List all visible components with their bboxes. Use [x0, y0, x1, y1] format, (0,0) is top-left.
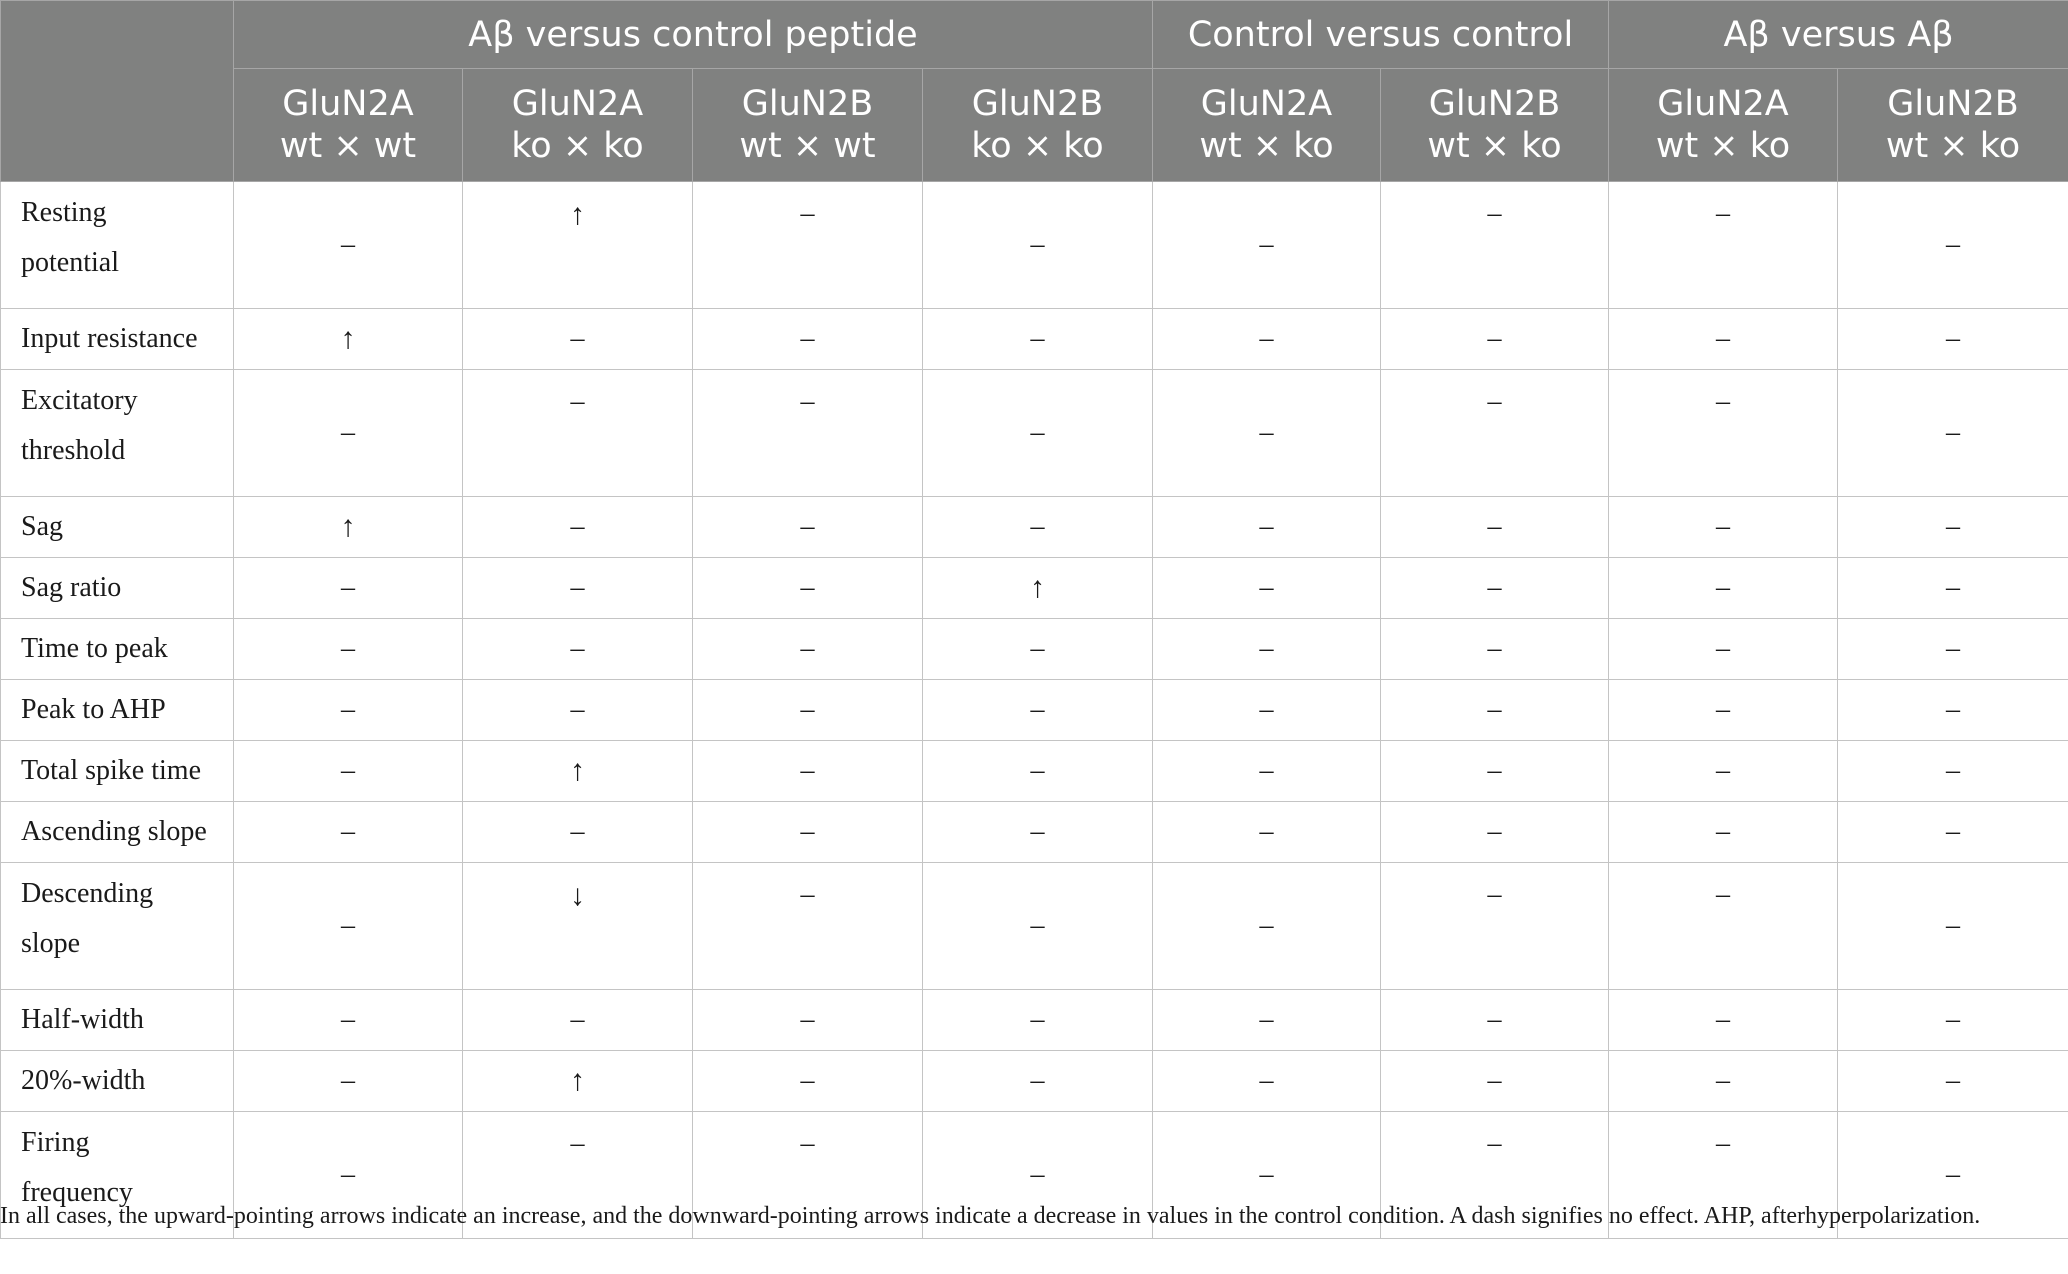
no-effect-dash: – — [1946, 323, 1961, 354]
no-effect-dash: – — [1487, 694, 1502, 725]
column-header-receptor: GluN2A — [1657, 84, 1789, 124]
effect-cell — [1609, 497, 1838, 558]
no-effect-dash: – — [570, 816, 585, 847]
no-effect-dash: – — [1030, 633, 1045, 664]
effect-cell — [1838, 1051, 2068, 1112]
effect-cell — [463, 309, 693, 370]
effect-cell — [234, 619, 463, 680]
table-row — [1, 370, 2068, 497]
group-header-control-vs-control: Control versus control — [1153, 1, 1609, 69]
table-row — [1, 182, 2068, 309]
effect-cell — [234, 863, 463, 990]
table-row — [1, 497, 2068, 558]
effect-cell — [1153, 802, 1381, 863]
no-effect-dash: – — [1716, 633, 1731, 664]
effect-cell — [1838, 370, 2068, 497]
no-effect-dash: – — [1716, 386, 1731, 417]
effect-cell — [234, 558, 463, 619]
effect-cell — [923, 497, 1153, 558]
effect-cell — [1381, 680, 1609, 741]
no-effect-dash: – — [570, 694, 585, 725]
no-effect-dash: – — [800, 198, 815, 229]
no-effect-dash: – — [1030, 323, 1045, 354]
no-effect-dash: – — [1259, 323, 1274, 354]
effect-cell — [1153, 558, 1381, 619]
row-label: Peak to AHP — [1, 680, 234, 741]
no-effect-dash: – — [1487, 1004, 1502, 1035]
no-effect-dash: – — [1259, 633, 1274, 664]
effect-cell — [1153, 182, 1381, 309]
table-row — [1, 309, 2068, 370]
no-effect-dash: – — [341, 1159, 355, 1190]
effect-cell — [1838, 182, 2068, 309]
effect-cell — [1609, 990, 1838, 1051]
no-effect-dash: – — [570, 1004, 585, 1035]
no-effect-dash: – — [1030, 755, 1045, 786]
no-effect-dash: – — [1946, 910, 1961, 941]
no-effect-dash: – — [1716, 694, 1731, 725]
effect-cell — [1153, 619, 1381, 680]
effect-cell — [1609, 309, 1838, 370]
table-row — [1, 680, 2068, 741]
no-effect-dash: – — [1487, 198, 1502, 229]
effect-cell — [1838, 802, 2068, 863]
row-label: Ascending slope — [1, 802, 234, 863]
no-effect-dash: – — [1259, 417, 1274, 448]
no-effect-dash: – — [1716, 1128, 1731, 1159]
column-header-receptor: GluN2B — [971, 84, 1104, 124]
no-effect-dash: – — [570, 1128, 585, 1159]
effect-cell — [234, 182, 463, 309]
effect-cell — [1153, 741, 1381, 802]
column-header-genotype: wt × ko — [1885, 126, 2021, 166]
no-effect-dash: – — [1946, 572, 1961, 603]
effect-cell — [923, 309, 1153, 370]
effect-cell — [1609, 558, 1838, 619]
effect-cell — [463, 370, 693, 497]
effect-cell — [923, 863, 1153, 990]
effect-cell — [1381, 990, 1609, 1051]
effect-cell — [923, 370, 1153, 497]
no-effect-dash: – — [1946, 633, 1961, 664]
effect-cell — [693, 558, 923, 619]
column-header-row — [1, 69, 2068, 182]
no-effect-dash: – — [1946, 1004, 1961, 1035]
column-header-genotype: ko × ko — [971, 126, 1104, 166]
corner-header-cell — [1, 1, 234, 182]
no-effect-dash: – — [1259, 816, 1274, 847]
no-effect-dash: – — [1716, 755, 1731, 786]
table-header — [1, 1, 2068, 182]
no-effect-dash: – — [1259, 511, 1274, 542]
effect-cell — [1381, 182, 1609, 309]
no-effect-dash: – — [341, 910, 355, 941]
no-effect-dash: – — [1259, 229, 1274, 260]
column-header — [463, 69, 693, 182]
column-header-genotype: wt × wt — [739, 126, 876, 166]
table-row — [1, 741, 2068, 802]
effect-cell — [234, 1051, 463, 1112]
effect-cell — [1609, 741, 1838, 802]
effect-cell — [463, 619, 693, 680]
column-header — [1153, 69, 1381, 182]
effect-cell — [693, 680, 923, 741]
effect-cell — [234, 497, 463, 558]
table-row — [1, 1051, 2068, 1112]
increase-arrow-icon: ↑ — [1030, 571, 1045, 604]
effect-cell — [234, 802, 463, 863]
no-effect-dash: – — [341, 633, 355, 664]
no-effect-dash: – — [1946, 755, 1961, 786]
effect-cell — [693, 370, 923, 497]
no-effect-dash: – — [800, 694, 815, 725]
no-effect-dash: – — [1716, 511, 1731, 542]
column-header-receptor: GluN2B — [1428, 84, 1561, 124]
no-effect-dash: – — [800, 386, 815, 417]
effect-cell — [463, 863, 693, 990]
effect-cell — [923, 802, 1153, 863]
increase-arrow-icon: ↑ — [340, 510, 356, 543]
effect-cell — [1838, 990, 2068, 1051]
no-effect-dash: – — [800, 572, 815, 603]
no-effect-dash: – — [800, 755, 815, 786]
no-effect-dash: – — [1487, 1065, 1502, 1096]
effect-cell — [1838, 680, 2068, 741]
no-effect-dash: – — [341, 755, 355, 786]
no-effect-dash: – — [1946, 1159, 1961, 1190]
group-header-row — [1, 1, 2068, 69]
no-effect-dash: – — [800, 1004, 815, 1035]
effect-cell — [1381, 802, 1609, 863]
effect-cell — [1609, 182, 1838, 309]
no-effect-dash: – — [800, 816, 815, 847]
no-effect-dash: – — [1487, 755, 1502, 786]
effect-cell — [1838, 619, 2068, 680]
effect-cell — [1153, 1051, 1381, 1112]
no-effect-dash: – — [800, 1065, 815, 1096]
effect-cell — [1381, 863, 1609, 990]
increase-arrow-icon: ↑ — [570, 754, 585, 787]
no-effect-dash: – — [570, 386, 585, 417]
no-effect-dash: – — [1946, 417, 1961, 448]
effect-cell — [693, 990, 923, 1051]
no-effect-dash: – — [800, 511, 815, 542]
column-header-genotype: wt × ko — [1655, 126, 1791, 166]
column-header-genotype: wt × ko — [1199, 126, 1334, 166]
effect-cell — [693, 497, 923, 558]
table-row — [1, 863, 2068, 990]
no-effect-dash: – — [1259, 910, 1274, 941]
effect-cell — [923, 990, 1153, 1051]
column-header — [923, 69, 1153, 182]
effect-cell — [693, 309, 923, 370]
effect-cell — [1381, 309, 1609, 370]
no-effect-dash: – — [1259, 1159, 1274, 1190]
effect-cell — [923, 1051, 1153, 1112]
effect-cell — [923, 558, 1153, 619]
effect-cell — [463, 802, 693, 863]
no-effect-dash: – — [1487, 323, 1502, 354]
no-effect-dash: – — [341, 1065, 355, 1096]
increase-arrow-icon: ↑ — [340, 322, 356, 355]
column-header-receptor: GluN2A — [1200, 84, 1333, 124]
no-effect-dash: – — [1487, 879, 1502, 910]
effect-cell — [923, 619, 1153, 680]
row-label: Sag — [1, 497, 234, 558]
effect-cell — [234, 680, 463, 741]
column-header — [1609, 69, 1838, 182]
no-effect-dash: – — [1259, 755, 1274, 786]
no-effect-dash: – — [1030, 816, 1045, 847]
increase-arrow-icon: ↑ — [570, 1064, 585, 1097]
no-effect-dash: – — [1259, 572, 1274, 603]
no-effect-dash: – — [1259, 1004, 1274, 1035]
effect-cell — [234, 370, 463, 497]
effect-cell — [463, 680, 693, 741]
effect-cell — [1153, 309, 1381, 370]
no-effect-dash: – — [570, 323, 585, 354]
effect-cell — [463, 741, 693, 802]
no-effect-dash: – — [1946, 229, 1961, 260]
no-effect-dash: – — [1487, 386, 1502, 417]
effect-cell — [463, 1051, 693, 1112]
no-effect-dash: – — [1716, 816, 1731, 847]
row-label: 20%-width — [1, 1051, 234, 1112]
effect-cell — [923, 741, 1153, 802]
no-effect-dash: – — [1716, 572, 1731, 603]
row-label: Resting potential — [1, 182, 234, 309]
column-header-genotype: wt × ko — [1427, 126, 1562, 166]
row-label: Sag ratio — [1, 558, 234, 619]
no-effect-dash: – — [570, 511, 585, 542]
no-effect-dash: – — [341, 417, 355, 448]
effect-cell — [1838, 741, 2068, 802]
effect-cell — [923, 680, 1153, 741]
no-effect-dash: – — [1946, 816, 1961, 847]
row-label: Time to peak — [1, 619, 234, 680]
no-effect-dash: – — [1716, 198, 1731, 229]
no-effect-dash: – — [570, 572, 585, 603]
row-label: Excitatory threshold — [1, 370, 234, 497]
no-effect-dash: – — [1030, 417, 1045, 448]
no-effect-dash: – — [1716, 1065, 1731, 1096]
no-effect-dash: – — [1030, 1004, 1045, 1035]
no-effect-dash: – — [1030, 229, 1045, 260]
no-effect-dash: – — [1030, 1065, 1045, 1096]
effect-cell — [463, 990, 693, 1051]
group-header-abeta-vs-control: Aβ versus control peptide — [234, 1, 1153, 69]
no-effect-dash: – — [341, 694, 355, 725]
column-header — [234, 69, 463, 182]
effect-cell — [1381, 370, 1609, 497]
no-effect-dash: – — [1487, 816, 1502, 847]
no-effect-dash: – — [341, 1004, 355, 1035]
effect-cell — [463, 558, 693, 619]
effect-cell — [1381, 1051, 1609, 1112]
no-effect-dash: – — [1946, 694, 1961, 725]
table-body — [1, 182, 2068, 1239]
effect-cell — [1153, 863, 1381, 990]
row-label: Input resistance — [1, 309, 234, 370]
effect-cell — [1153, 990, 1381, 1051]
no-effect-dash: – — [1030, 694, 1045, 725]
table-row — [1, 990, 2068, 1051]
column-header — [693, 69, 923, 182]
no-effect-dash: – — [1487, 1128, 1502, 1159]
effect-cell — [1381, 619, 1609, 680]
effect-cell — [1838, 309, 2068, 370]
no-effect-dash: – — [1716, 1004, 1731, 1035]
increase-arrow-icon: ↑ — [570, 198, 585, 231]
effect-cell — [693, 1051, 923, 1112]
no-effect-dash: – — [1030, 1159, 1045, 1190]
no-effect-dash: – — [1716, 323, 1731, 354]
no-effect-dash: – — [1030, 511, 1045, 542]
no-effect-dash: – — [1716, 879, 1731, 910]
table-row — [1, 802, 2068, 863]
effect-cell — [1838, 558, 2068, 619]
row-label: Firing frequency — [1, 1112, 234, 1239]
effect-cell — [1153, 370, 1381, 497]
effect-cell — [1153, 680, 1381, 741]
column-header-receptor: GluN2B — [741, 84, 874, 124]
effect-cell — [463, 497, 693, 558]
effect-cell — [234, 990, 463, 1051]
column-header-receptor: GluN2B — [1887, 84, 2019, 124]
no-effect-dash: – — [1487, 633, 1502, 664]
row-label: Total spike time — [1, 741, 234, 802]
table-row — [1, 558, 2068, 619]
effect-cell — [1609, 680, 1838, 741]
no-effect-dash: – — [800, 879, 815, 910]
no-effect-dash: – — [1946, 1065, 1961, 1096]
decrease-arrow-icon: ↓ — [570, 879, 585, 912]
effect-cell — [463, 182, 693, 309]
no-effect-dash: – — [341, 229, 355, 260]
column-header-genotype: ko × ko — [511, 126, 644, 166]
no-effect-dash: – — [800, 323, 815, 354]
row-label: Half-width — [1, 990, 234, 1051]
effect-cell — [1609, 619, 1838, 680]
table-row — [1, 619, 2068, 680]
table-footnote: In all cases, the upward-pointing arrows indicate an increase, and the downward-pointing arrows indicate a decrease in values in the control condition. A dash signifies no effect. AHP, afterhyperpolarization. — [0, 1203, 1981, 1229]
effect-cell — [234, 741, 463, 802]
effect-cell — [1838, 497, 2068, 558]
effect-cell — [923, 182, 1153, 309]
no-effect-dash: – — [1259, 694, 1274, 725]
column-header-receptor: GluN2A — [511, 84, 644, 124]
effect-cell — [1381, 558, 1609, 619]
group-header-abeta-vs-abeta: Aβ versus Aβ — [1609, 1, 2068, 69]
effect-cell — [693, 863, 923, 990]
effect-cell — [693, 741, 923, 802]
no-effect-dash: – — [1946, 511, 1961, 542]
effect-cell — [693, 802, 923, 863]
effect-cell — [693, 182, 923, 309]
no-effect-dash: – — [800, 1128, 815, 1159]
column-header-receptor: GluN2A — [282, 84, 414, 124]
effect-cell — [1609, 863, 1838, 990]
no-effect-dash: – — [570, 633, 585, 664]
effect-cell — [234, 309, 463, 370]
effect-cell — [693, 619, 923, 680]
column-header-genotype: wt × wt — [279, 126, 417, 166]
no-effect-dash: – — [1487, 572, 1502, 603]
effect-cell — [1153, 497, 1381, 558]
effect-cell — [1609, 1051, 1838, 1112]
no-effect-dash: – — [1259, 1065, 1274, 1096]
effect-cell — [1609, 370, 1838, 497]
no-effect-dash: – — [1487, 511, 1502, 542]
row-label: Descending slope — [1, 863, 234, 990]
effect-cell — [1381, 497, 1609, 558]
no-effect-dash: – — [1030, 910, 1045, 941]
column-header — [1381, 69, 1609, 182]
no-effect-dash: – — [341, 572, 355, 603]
no-effect-dash: – — [341, 816, 355, 847]
effect-cell — [1838, 863, 2068, 990]
column-header — [1838, 69, 2068, 182]
effect-cell — [1381, 741, 1609, 802]
effect-cell — [1609, 802, 1838, 863]
no-effect-dash: – — [800, 633, 815, 664]
